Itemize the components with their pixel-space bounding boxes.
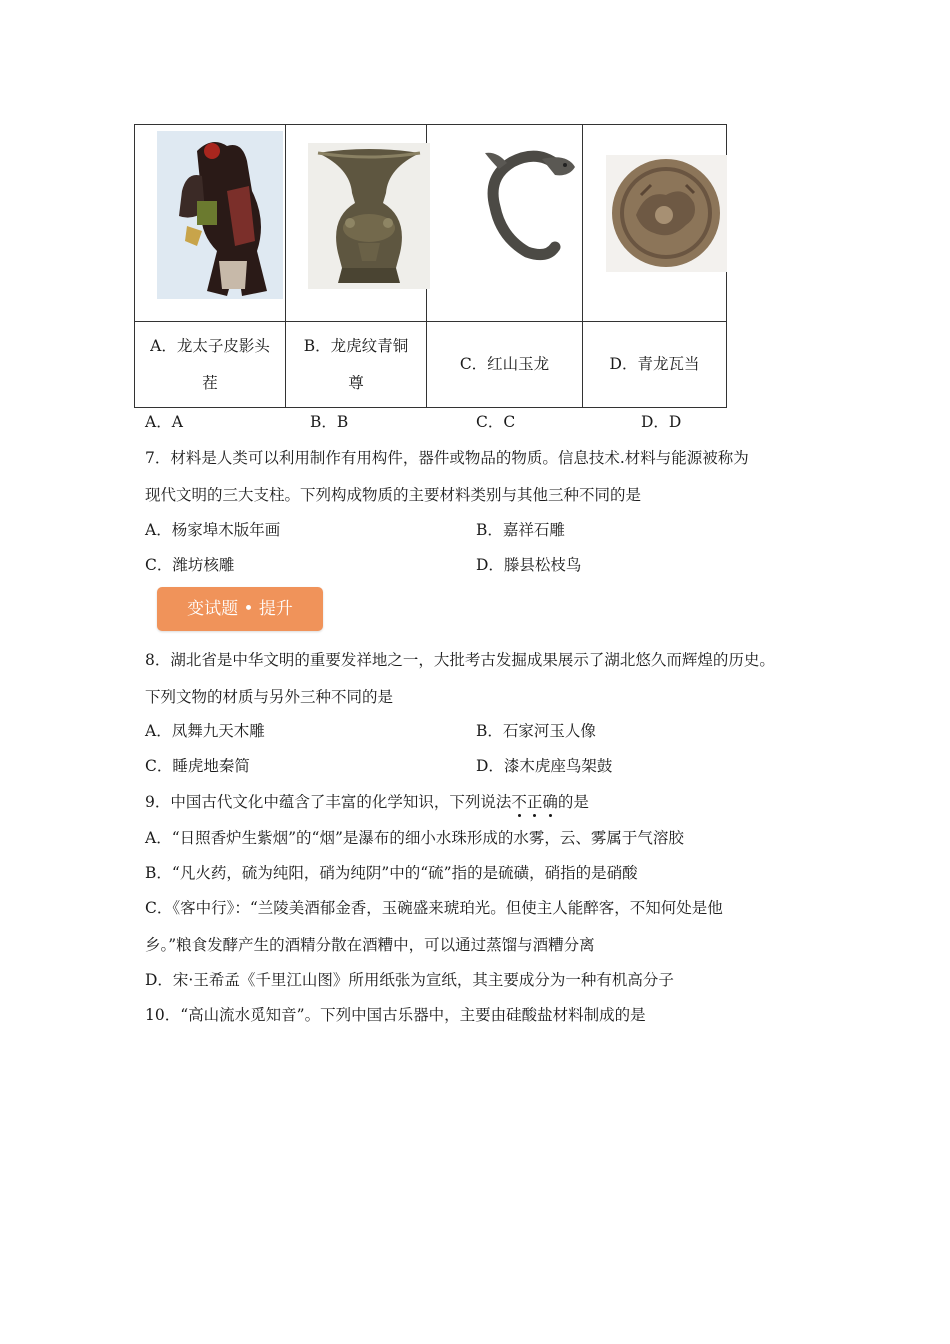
q6-answer-b: B．B <box>310 413 349 431</box>
jade-dragon-image <box>457 147 577 265</box>
q8-stem-line1: 8．湖北省是中华文明的重要发祥地之一，大批考古发掘成果展示了湖北悠久而辉煌的历史。 <box>145 651 775 669</box>
q6-caption-b: B．龙虎纹青铜 尊 <box>286 322 427 408</box>
q8-option-d: D．漆木虎座鸟架鼓 <box>476 757 613 775</box>
q6-cell-a-image <box>135 125 286 322</box>
roof-tile-end-image <box>606 155 727 272</box>
q6-answer-d: D．D <box>641 413 682 431</box>
q9-stem: 9．中国古代文化中蕴含了丰富的化学知识，下列说法不正确的是 <box>145 793 589 811</box>
q7-option-a: A．杨家埠木版年画 <box>145 521 281 539</box>
q7-option-d: D．滕县松枝鸟 <box>476 556 582 574</box>
q8-option-c: C．睡虎地秦简 <box>145 757 250 775</box>
emphasis-char: 确 <box>542 793 558 811</box>
shadow-puppet-image <box>157 131 283 299</box>
q6-cell-b-image <box>286 125 427 322</box>
bronze-zun-image <box>308 143 430 289</box>
q8-option-b: B．石家河玉人像 <box>476 722 596 740</box>
q7-option-b: B．嘉祥石雕 <box>476 521 565 539</box>
emphasis-char: 不 <box>511 793 527 811</box>
q6-cell-c-image <box>427 125 583 322</box>
q7-stem-line2: 现代文明的三大支柱。下列构成物质的主要材料类别与其他三种不同的是 <box>145 486 642 504</box>
q9-option-c-line2: 乡。”粮食发酵产生的酒精分散在酒糟中，可以通过蒸馏与酒糟分离 <box>145 936 595 954</box>
emphasis-char: 正 <box>526 793 543 811</box>
q7-stem-line1: 7．材料是人类可以利用制作有用构件，器件或物品的物质。信息技术.材料与能源被称为 <box>145 449 749 467</box>
q9-option-b: B．“凡火药，硫为纯阳，硝为纯阴”中的“硫”指的是硫磺，硝指的是硝酸 <box>145 864 638 882</box>
q9-option-c-line1: C．《客中行》：“兰陵美酒郁金香，玉碗盛来琥珀光。但使主人能醉客，不知何处是他 <box>145 899 723 917</box>
q7-option-c: C．潍坊核雕 <box>145 556 235 574</box>
q6-caption-c: C．红山玉龙 <box>427 322 583 408</box>
q6-answer-c: C．C <box>476 413 516 431</box>
q9-option-d: D．宋·王希孟《千里江山图》所用纸张为宣纸，其主要成分为一种有机高分子 <box>145 971 674 989</box>
q6-option-table <box>134 124 727 408</box>
q6-cell-d-image <box>583 125 727 322</box>
q10-stem: 10．“高山流水觅知音”。下列中国古乐器中，主要由硅酸盐材料制成的是 <box>145 1006 646 1024</box>
q6-caption-a: A．龙太子皮影头 茬 <box>135 322 286 408</box>
q6-answer-a: A．A <box>145 413 183 431</box>
practice-button[interactable]: 变试题 • 提升 <box>157 587 323 631</box>
q8-stem-line2: 下列文物的材质与另外三种不同的是 <box>145 688 394 706</box>
q8-option-a: A．凤舞九天木雕 <box>145 722 265 740</box>
q9-option-a: A．“日照香炉生紫烟”的“烟”是瀑布的细小水珠形成的水雾，云、雾属于气溶胶 <box>145 829 684 847</box>
q6-caption-d: D．青龙瓦当 <box>583 322 727 408</box>
